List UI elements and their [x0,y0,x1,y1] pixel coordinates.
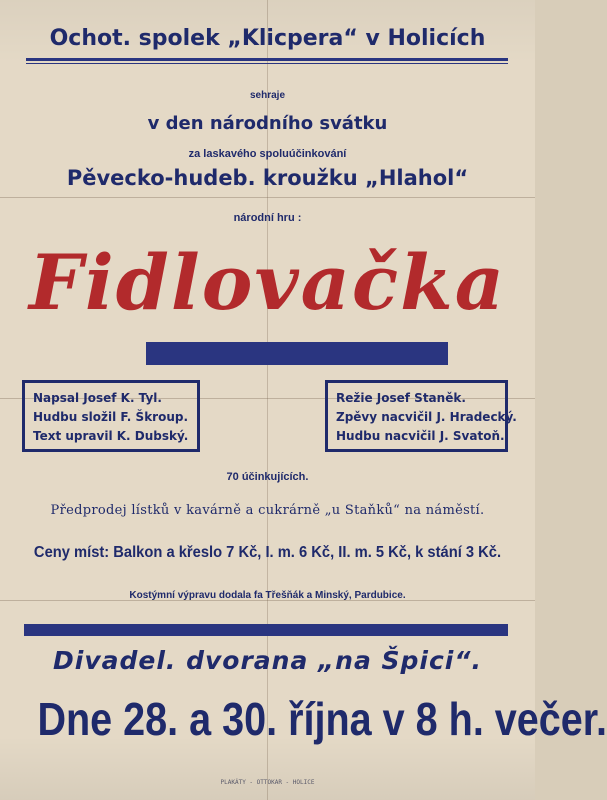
credit-music-rehearsal: Hudbu nacvičil J. Svatoň. [336,429,505,443]
credits-left-box [22,380,200,452]
play-title: Fidlovačka [28,238,507,327]
printer-mark: PLAKÁTY - OTTOKAR - HOLICE [220,779,315,786]
venue-rule [24,624,508,636]
ensemble-text: Pěvecko-hudeb. kroužku „Hlahol“ [66,166,469,190]
play-intro: národní hru : [233,212,302,224]
presale-text: Předprodej lístků v kavárně a cukrárně „u Staňků“ na náměstí. [50,503,485,518]
credit-director: Režie Josef Staněk. [336,391,466,405]
venue-text: Divadel. dvorana „na Špici“. [53,646,482,675]
credit-singing: Zpěvy nacvičil J. Hradecký. [336,410,517,424]
header-title: Ochot. spolek „Klicpera“ v Holicích [49,26,486,51]
cast-count: 70 účinkujících. [226,471,309,483]
header-rule-thin [26,63,508,64]
title-underline-bar [146,342,448,365]
date-text: Dne 28. a 30. října v 8 h. večer. [37,693,607,745]
credits-right-box [325,380,517,452]
prices-text: Ceny míst: Balkon a křeslo 7 Kč, I. m. 6 Kč, II. m. 5 Kč, k stání 3 Kč. [33,544,502,561]
cooperation-text: za laskavého spoluúčinkování [188,148,347,160]
credit-author: Napsal Josef K. Tyl. [33,391,162,405]
credit-music: Hudbu složil F. Škroup. [33,410,189,424]
credit-text: Text upravil K. Dubský. [33,429,189,443]
header-rule [26,58,508,61]
occasion-text: v den národního svátku [147,113,388,134]
costumes-text: Kostýmní výpravu dodala fa Třešňák a Minský, Pardubice. [129,590,406,601]
sehraje-text: sehraje [249,90,286,101]
